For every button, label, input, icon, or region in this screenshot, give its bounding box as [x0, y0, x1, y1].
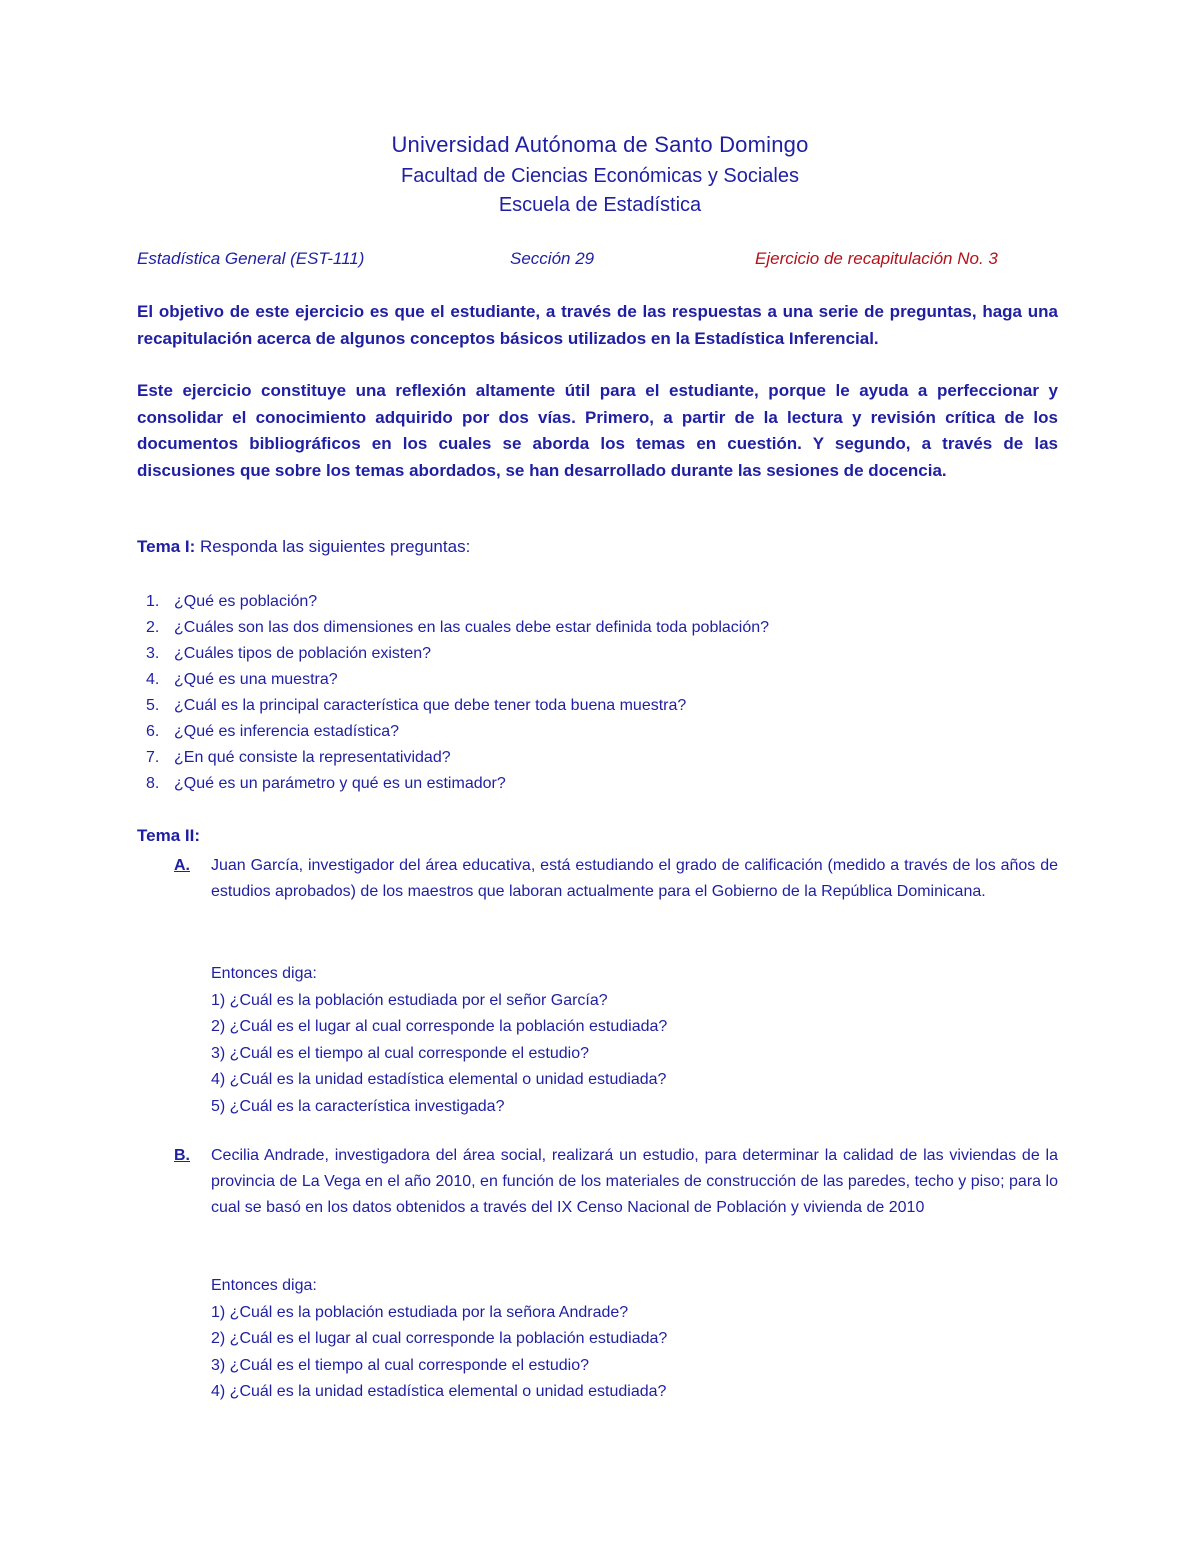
question-text: ¿Cuáles tipos de población existen?	[174, 645, 432, 662]
list-item	[146, 771, 769, 797]
case-b-text: Cecilia Andrade, investigadora del área social, realizará un estudio, para determinar la calidad de las viviendas de la provincia de La Vega en el año 2010, en función de los materiales de construcción de las paredes, techo y piso; para lo cual se basó en los datos obtenidos a través del IX Censo Nacional de Población y vivienda de 2010	[211, 1147, 1058, 1216]
objective-paragraph: El objetivo de este ejercicio es que el estudiante, a través de las respuestas a una serie de preguntas, haga una recapitulación acerca de algunos conceptos básicos utilizados en la Estadística Inferencial.	[137, 302, 1058, 348]
course-section: Sección 29	[510, 249, 595, 268]
question-text: ¿Qué es una muestra?	[174, 671, 338, 688]
tema-1-instruction: Responda las siguientes preguntas:	[200, 537, 471, 556]
course-info-line	[137, 249, 1057, 273]
list-item: 5) ¿Cuál es la característica investigada?	[211, 1097, 505, 1115]
list-item: 2) ¿Cuál es el lugar al cual corresponde la población estudiada?	[211, 1330, 668, 1347]
university-title: Universidad Autónoma de Santo Domingo	[391, 132, 809, 157]
question-number: 1.	[146, 593, 160, 610]
list-item: 2) ¿Cuál es el lugar al cual corresponde la población estudiada?	[211, 1018, 668, 1035]
list-item: 1) ¿Cuál es la población estudiada por la señora Andrade?	[211, 1303, 629, 1321]
question-text: ¿Qué es población?	[174, 593, 318, 610]
question-text: ¿Cuál es la principal característica que debe tener toda buena muestra?	[174, 697, 687, 714]
question-number: 3.	[146, 645, 160, 662]
case-a-prompt: Entonces diga:	[211, 965, 317, 982]
question-text: ¿En qué consiste la representatividad?	[174, 749, 451, 766]
tema-2-label: Tema II:	[137, 826, 200, 845]
list-item	[146, 641, 769, 667]
question-number: 2.	[146, 619, 160, 636]
list-item	[146, 693, 769, 719]
exercise-title: Ejercicio de recapitulación No. 3	[755, 249, 998, 268]
question-number: 6.	[146, 723, 160, 740]
tema-1-heading	[137, 537, 470, 557]
question-number: 4.	[146, 671, 160, 688]
case-a-text: Juan García, investigador del área educativa, está estudiando el grado de calificación (medido a través de los años de estudios aprobados) de los maestros que laboran actualmente para el Gobierno de la República Dominicana.	[211, 857, 1058, 900]
tema-1-question-list	[146, 589, 769, 797]
list-item	[146, 615, 769, 641]
question-number: 7.	[146, 749, 160, 766]
tema-2-heading	[137, 826, 200, 846]
list-item	[146, 745, 769, 771]
list-item	[146, 589, 769, 615]
reflection-paragraph: Este ejercicio constituye una reflexión altamente útil para el estudiante, porque le ayuda a perfeccionar y consolidar el conocimiento adquirido por dos vías. Primero, a partir de la lectura y revisión crítica de los documentos bibliográficos en los cuales se aborda los temas en cuestión. Y segundo, a través de las discusiones que sobre los temas abordados, se han desarrollado durante las sesiones de docencia.	[137, 381, 1058, 480]
list-item: 1) ¿Cuál es la población estudiada por el señor García?	[211, 991, 608, 1009]
list-item: 3) ¿Cuál es el tiempo al cual corresponde el estudio?	[211, 1044, 589, 1062]
question-number: 5.	[146, 697, 160, 714]
case-a-questions	[211, 961, 667, 1120]
case-b-prompt: Entonces diga:	[211, 1277, 317, 1294]
course-name: Estadística General (EST-111)	[137, 249, 365, 268]
list-item: 4) ¿Cuál es la unidad estadística elemental o unidad estudiada?	[211, 1071, 667, 1088]
school-title: Escuela de Estadística	[498, 194, 702, 216]
question-number: 8.	[146, 775, 160, 792]
question-text: ¿Cuáles son las dos dimensiones en las cuales debe estar definida toda población?	[174, 619, 770, 636]
tema-1-label: Tema I:	[137, 537, 196, 556]
question-text: ¿Qué es un parámetro y qué es un estimador?	[174, 775, 506, 792]
list-item	[146, 667, 769, 693]
list-item: 4) ¿Cuál es la unidad estadística elemental o unidad estudiada?	[211, 1383, 667, 1400]
case-b-questions	[211, 1273, 667, 1406]
list-item: 3) ¿Cuál es el tiempo al cual corresponde el estudio?	[211, 1356, 589, 1374]
case-b-letter: B.	[174, 1147, 190, 1164]
faculty-title: Facultad de Ciencias Económicas y Sociales	[401, 165, 799, 187]
list-item	[146, 719, 769, 745]
question-text: ¿Qué es inferencia estadística?	[174, 723, 400, 740]
case-a-letter: A.	[174, 857, 190, 874]
